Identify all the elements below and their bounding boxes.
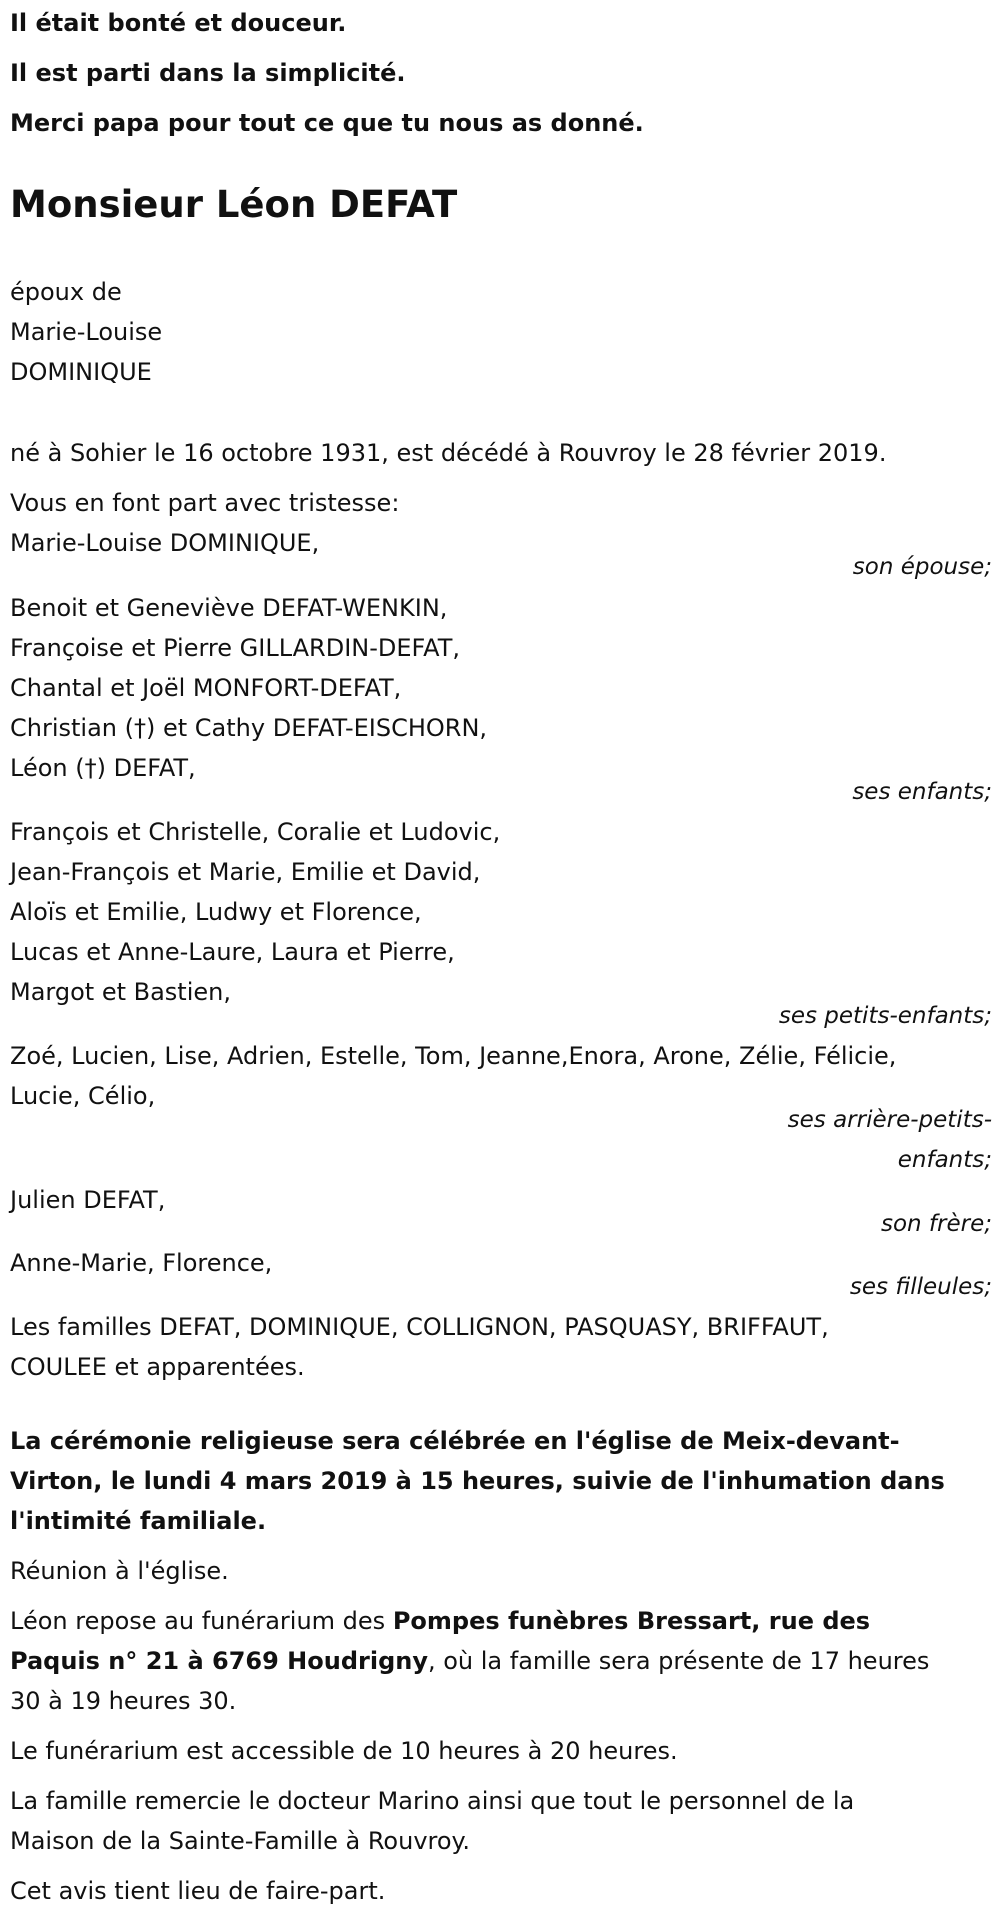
funerarium-line-2-end: , où la famille sera présente de 17 heures [427,1647,930,1675]
children-line-2: Françoise et Pierre GILLARDIN-DEFAT, [10,634,460,662]
children-line-5: Léon (†) DEFAT, [10,754,196,782]
ceremony-line-3: l'intimité familiale. [10,1507,267,1535]
godchildren-names: Anne-Marie, Florence, [10,1249,273,1277]
funerarium-line-1 [10,1601,870,1641]
announce-text: Vous en font part avec tristesse: [10,489,400,517]
great-grandchildren-line-1: Zoé, Lucien, Lise, Adrien, Estelle, Tom, Jeanne,Enora, Arone, Zélie, Félicie, [10,1042,897,1070]
children-line-4: Christian (†) et Cathy DEFAT-EISCHORN, [10,714,488,742]
birth-death-text: né à Sohier le 16 octobre 1931, est décédé à Rouvroy le 28 février 2019. [10,439,887,467]
brother-role: son frère; [880,1211,992,1237]
grandchildren-line-3: Aloïs et Emilie, Ludwy et Florence, [10,898,422,926]
godchildren-role: ses filleules; [849,1274,992,1300]
grandchildren-line-2: Jean-François et Marie, Emilie et David, [10,858,481,886]
deceased-name: Monsieur Léon DEFAT [10,183,458,226]
funerarium-line-3: 30 à 19 heures 30. [10,1687,237,1715]
great-grandchildren-line-2: Lucie, Célio, [10,1082,156,1110]
intro-line-1: Il était bonté et douceur. [10,9,347,37]
intro-line-3: Merci papa pour tout ce que tu nous as donné. [10,109,644,137]
grandchildren-line-4: Lucas et Anne-Laure, Laura et Pierre, [10,938,455,966]
family-wife-role: son épouse; [852,554,992,580]
funerarium-address-part-1: Pompes funèbres Bressart, rue des [392,1607,871,1635]
funerarium-address-part-2: Paquis n° 21 à 6769 Houdrigny [10,1647,428,1675]
spouse-line-2: Marie-Louise [10,318,163,346]
thanks-line-2: Maison de la Sainte-Famille à Rouvroy. [10,1827,470,1855]
access-text: Le funérarium est accessible de 10 heures à 20 heures. [10,1737,678,1765]
children-line-3: Chantal et Joël MONFORT-DEFAT, [10,674,402,702]
children-line-1: Benoit et Geneviève DEFAT-WENKIN, [10,594,448,622]
families-line-2: COULEE et apparentées. [10,1353,305,1381]
great-grandchildren-role-1: ses arrière-petits- [787,1107,992,1133]
great-grandchildren-role-2: enfants; [897,1147,992,1173]
spouse-line-1: époux de [10,278,122,306]
grandchildren-line-1: François et Christelle, Coralie et Ludovic, [10,818,501,846]
funerarium-line-2 [10,1641,929,1681]
meeting-text: Réunion à l'église. [10,1557,229,1585]
brother-names: Julien DEFAT, [10,1186,166,1214]
family-wife-names: Marie-Louise DOMINIQUE, [10,529,320,557]
ceremony-line-2: Virton, le lundi 4 mars 2019 à 15 heures, suivie de l'inhumation dans [10,1467,945,1495]
closing-text: Cet avis tient lieu de faire-part. [10,1877,386,1905]
thanks-line-1: La famille remercie le docteur Marino ainsi que tout le personnel de la [10,1787,855,1815]
intro-line-2: Il est parti dans la simplicité. [10,59,406,87]
grandchildren-role: ses petits-enfants; [778,1003,992,1029]
grandchildren-line-5: Margot et Bastien, [10,978,231,1006]
spouse-line-3: DOMINIQUE [10,358,152,386]
funerarium-line-1-start: Léon repose au funérarium des [10,1607,393,1635]
ceremony-line-1: La cérémonie religieuse sera célébrée en l'église de Meix-devant- [10,1427,900,1455]
families-line-1: Les familles DEFAT, DOMINIQUE, COLLIGNON, PASQUASY, BRIFFAUT, [10,1313,829,1341]
children-role: ses enfants; [852,779,992,805]
